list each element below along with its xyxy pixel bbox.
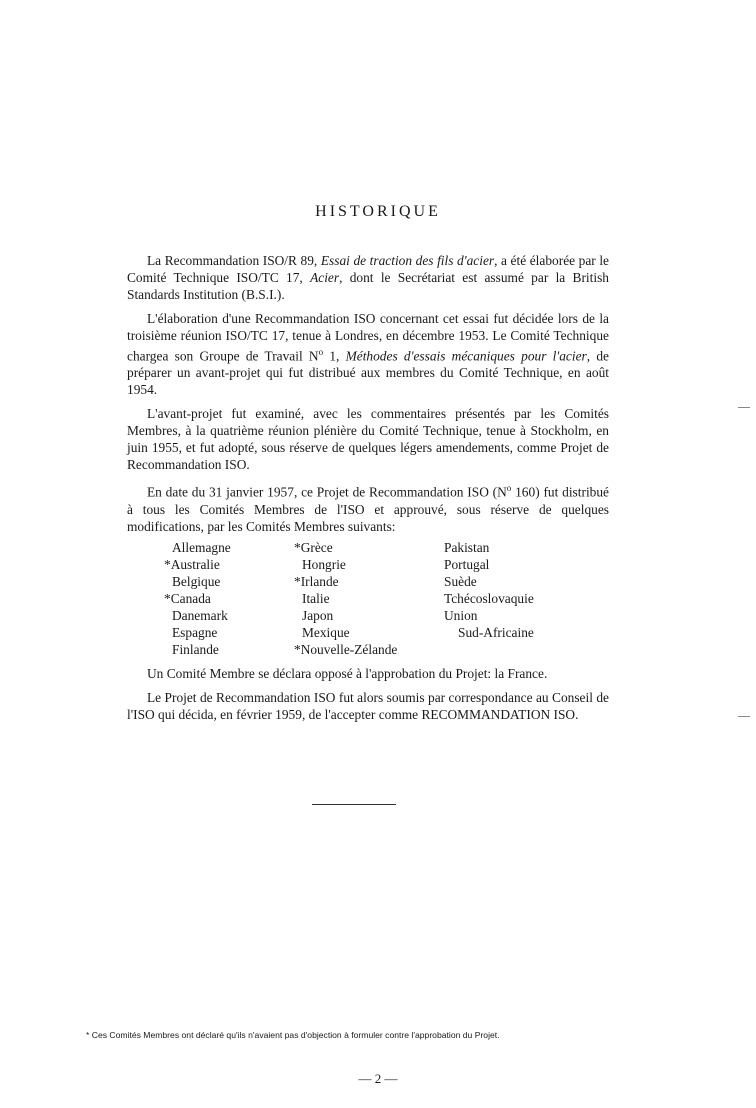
country-item: Sud-Africaine <box>458 624 534 640</box>
country-item: Italie <box>302 590 330 606</box>
country-item: *Grèce <box>294 539 333 555</box>
paragraph-5: Un Comité Membre se déclara opposé à l'approbation du Projet: la France. <box>147 665 548 681</box>
country-item: *Irlande <box>294 573 339 589</box>
country-item: Danemark <box>172 607 228 623</box>
country-item: *Australie <box>164 556 220 572</box>
country-item: Suède <box>444 573 477 589</box>
country-item: Hongrie <box>302 556 346 572</box>
country-item: Belgique <box>172 573 221 589</box>
country-item: Tchécoslovaquie <box>444 590 534 606</box>
p2-text-b: 1, <box>323 348 346 364</box>
country-column-2 <box>294 539 444 658</box>
paragraph-3: L'avant-projet fut examiné, avec les commentaires présentés par les Comités Membres, à la quatrième réunion plénière du Comité Technique, tenue à Stockholm, en juin 1955, et fut adopté, sous réserve de quelques légers amendements, comme Projet de Recommandation ISO. <box>127 406 609 473</box>
country-item: Finlande <box>172 641 219 657</box>
history-body <box>127 252 609 723</box>
p1-acier-italic: Acier <box>310 270 340 285</box>
country-item: Portugal <box>444 556 490 572</box>
p2-superscript: o <box>318 347 324 357</box>
country-item: Pakistan <box>444 539 490 555</box>
p4-text-b: 160) fut distribué à tous les Comités Membres de l'ISO et approuvé, sous réserve de quelques modifications, par les Comités Membres suivants: <box>127 484 609 534</box>
page-title: HISTORIQUE <box>315 203 441 220</box>
p4-superscript: o <box>506 483 512 494</box>
p2-group-title-italic: Méthodes d'essais mécaniques pour l'acier <box>345 348 587 364</box>
margin-mark <box>738 716 750 717</box>
footnote: * Ces Comités Membres ont déclaré qu'ils n'avaient pas d'objection à formuler contre l'approbation du Projet. <box>86 1030 500 1040</box>
section-divider <box>312 804 396 805</box>
country-list <box>127 539 609 658</box>
country-item: Japon <box>302 607 334 623</box>
country-item: Union <box>444 607 478 623</box>
p1-title-italic: Essai de traction des fils d'acier <box>320 253 495 268</box>
page-number: — 2 — <box>358 1071 398 1086</box>
paragraph-1 <box>127 252 609 303</box>
country-item: Allemagne <box>172 539 231 555</box>
p4-text-a: En date du 31 janvier 1957, ce Projet de Recommandation ISO (N <box>147 484 507 500</box>
p1-text-c: , a été élaborée par le Comité Technique ISO/TC 17, <box>127 253 610 285</box>
p2-text-d: , de préparer un avant-projet qui fut distribué aux membres du Comité Technique, en août 1954. <box>127 348 609 398</box>
paragraph-4 <box>127 480 609 534</box>
country-column-1 <box>127 539 294 658</box>
p1-text-e: , dont le Secrétariat est assumé par la British Standards Institution (B.S.I.). <box>127 270 609 302</box>
country-column-3 <box>444 539 604 658</box>
country-item: *Canada <box>164 590 211 606</box>
p1-text-a: La Recommandation ISO/R 89, <box>147 253 321 268</box>
country-item: Mexique <box>302 624 350 640</box>
country-item: *Nouvelle-Zélande <box>294 641 398 657</box>
country-item: Espagne <box>172 624 218 640</box>
paragraph-2 <box>127 310 609 398</box>
paragraph-6: Le Projet de Recommandation ISO fut alors soumis par correspondance au Conseil de l'ISO qui décida, en février 1959, de l'accepter comme RECOMMANDATION ISO. <box>127 689 609 722</box>
margin-mark <box>738 407 750 408</box>
p2-text-a: L'élaboration d'une Recommandation ISO concernant cet essai fut décidée lors de la troisième réunion ISO/TC 17, tenue à Londres, en décembre 1953. Le Comité Technique chargea son Groupe de Travail N <box>127 311 609 364</box>
